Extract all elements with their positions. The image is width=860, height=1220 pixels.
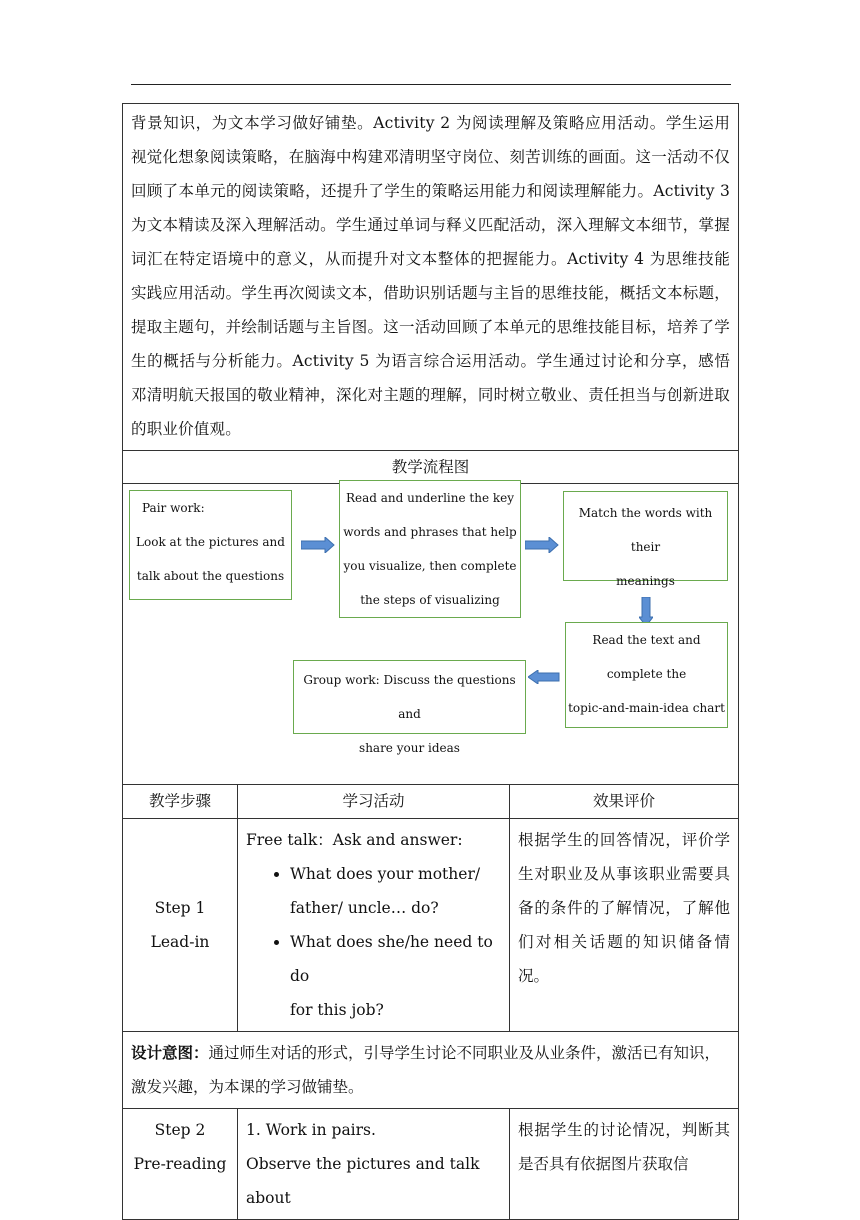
- intro-paragraph: 背景知识，为文本学习做好铺垫。Activity 2 为阅读理解及策略应用活动。学生运用视觉化想象阅读策略，在脑海中构建邓清明坚守岗位、刻苦训练的画面。这一活动不仅回顾了本单元的阅读策略，还提升了学生的策略运用能力和阅读理解能力。Activity 3 为文本精读及深入理解活动。学生通过单词与释义匹配活动，深入理解文本细节，掌握词汇在特定语境中的意义，从而提升对文本整体的把握能力。Activity 4 为思维技能实践应用活动。学生再次阅读文本，借助识别话题与主旨的思维技能，概括文本标题，提取主题句，并绘制话题与主旨图。这一活动回顾了本单元的思维技能目标，培养了学生的概括与分析能力。Activity 5 为语言综合运用活动。学生通过讨论和分享，感悟邓清明航天报国的敬业精神，深化对主题的理解，同时树立敬业、责任担当与创新进取的职业价值观。: [131, 114, 731, 438]
- step1-row: [123, 819, 739, 1032]
- flow-box-read-underline-line1: Read and underline the key: [345, 491, 515, 505]
- flow-box-read-text-line1: Read the text and: [592, 633, 701, 647]
- arrow-right-icon: [301, 537, 335, 553]
- flow-box-group-work-line1: Group work: Discuss the questions and: [303, 673, 516, 721]
- flow-box-pair-work-line1: Look at the pictures and: [136, 535, 285, 549]
- flow-box-read-underline: [339, 480, 521, 618]
- design-intent-text: 通过师生对话的形式，引导学生讨论不同职业及从业条件，激活已有知识，激发兴趣，为本课的学习做铺垫。: [131, 1044, 721, 1096]
- column-header-evaluation: 效果评价: [593, 792, 656, 810]
- flowchart-heading-row: [123, 451, 739, 484]
- flow-box-read-text-line2: complete the: [606, 667, 687, 681]
- arrow-left-icon: [528, 670, 560, 684]
- step1-q2-line1: What does she/he need to do: [290, 933, 493, 985]
- flow-box-read-text-line3: topic-and-main-idea chart: [568, 701, 725, 715]
- step1-q2-line2: for this job?: [290, 1001, 384, 1019]
- step1-q1-line1: What does your mother/: [290, 865, 481, 883]
- step1-activity: [238, 819, 509, 1031]
- flow-box-group-work-line2: share your ideas: [359, 741, 460, 755]
- column-header-row: [123, 785, 739, 819]
- flowchart-row: [123, 484, 739, 785]
- step2-activity-line2: Observe the pictures and talk about: [246, 1155, 480, 1207]
- step1-title-line2: Lead-in: [150, 933, 210, 951]
- step2-row: [123, 1109, 739, 1220]
- flow-box-match-words-line2: meanings: [616, 574, 675, 588]
- intro-row: [123, 104, 739, 451]
- flow-box-pair-work: [129, 490, 292, 600]
- step2-title-line2: Pre-reading: [133, 1155, 227, 1173]
- flow-box-read-underline-line4: the steps of visualizing: [360, 593, 500, 607]
- list-item: [290, 857, 501, 925]
- flow-box-pair-work-line2: talk about the questions: [136, 569, 285, 583]
- design-intent-label: 设计意图：: [131, 1043, 209, 1062]
- flow-box-read-underline-line2: words and phrases that help: [343, 525, 517, 539]
- arrow-right-icon: [525, 537, 559, 553]
- header-rule: [131, 84, 731, 85]
- flow-box-match-words-line1: Match the words with their: [578, 506, 713, 554]
- step1-title-line1: Step 1: [154, 899, 206, 917]
- design-intent: [123, 1032, 738, 1108]
- step2-evaluation: 根据学生的讨论情况，判断其是否具有依据图片获取信: [518, 1121, 731, 1173]
- flowchart-heading: 教学流程图: [391, 458, 470, 476]
- step1-q1-line2: father/ uncle… do?: [290, 899, 439, 917]
- flow-box-match-words: [563, 491, 728, 588]
- step2-activity: [238, 1109, 509, 1219]
- column-header-steps: 教学步骤: [148, 792, 211, 810]
- list-item: [290, 925, 501, 1027]
- step1-question-list: [246, 857, 501, 1027]
- step1-evaluation: 根据学生的回答情况，评价学生对职业及从事该职业需要具备的条件的了解情况，了解他们对相关话题的知识储备情况。: [518, 831, 731, 985]
- column-header-activities: 学习活动: [342, 792, 405, 810]
- flow-box-group-work: [293, 660, 526, 755]
- flow-box-pair-work-title: Pair work:: [142, 501, 205, 515]
- step1-activity-intro: Free talk：Ask and answer:: [246, 831, 463, 849]
- flow-box-read-text: [565, 622, 728, 728]
- step2-activity-line1: 1. Work in pairs.: [246, 1121, 376, 1139]
- design-intent-row: [123, 1032, 739, 1109]
- step2-title-line1: Step 2: [154, 1121, 206, 1139]
- flow-box-read-underline-line3: you visualize, then complete: [343, 559, 517, 573]
- lesson-plan-table: [122, 103, 739, 1220]
